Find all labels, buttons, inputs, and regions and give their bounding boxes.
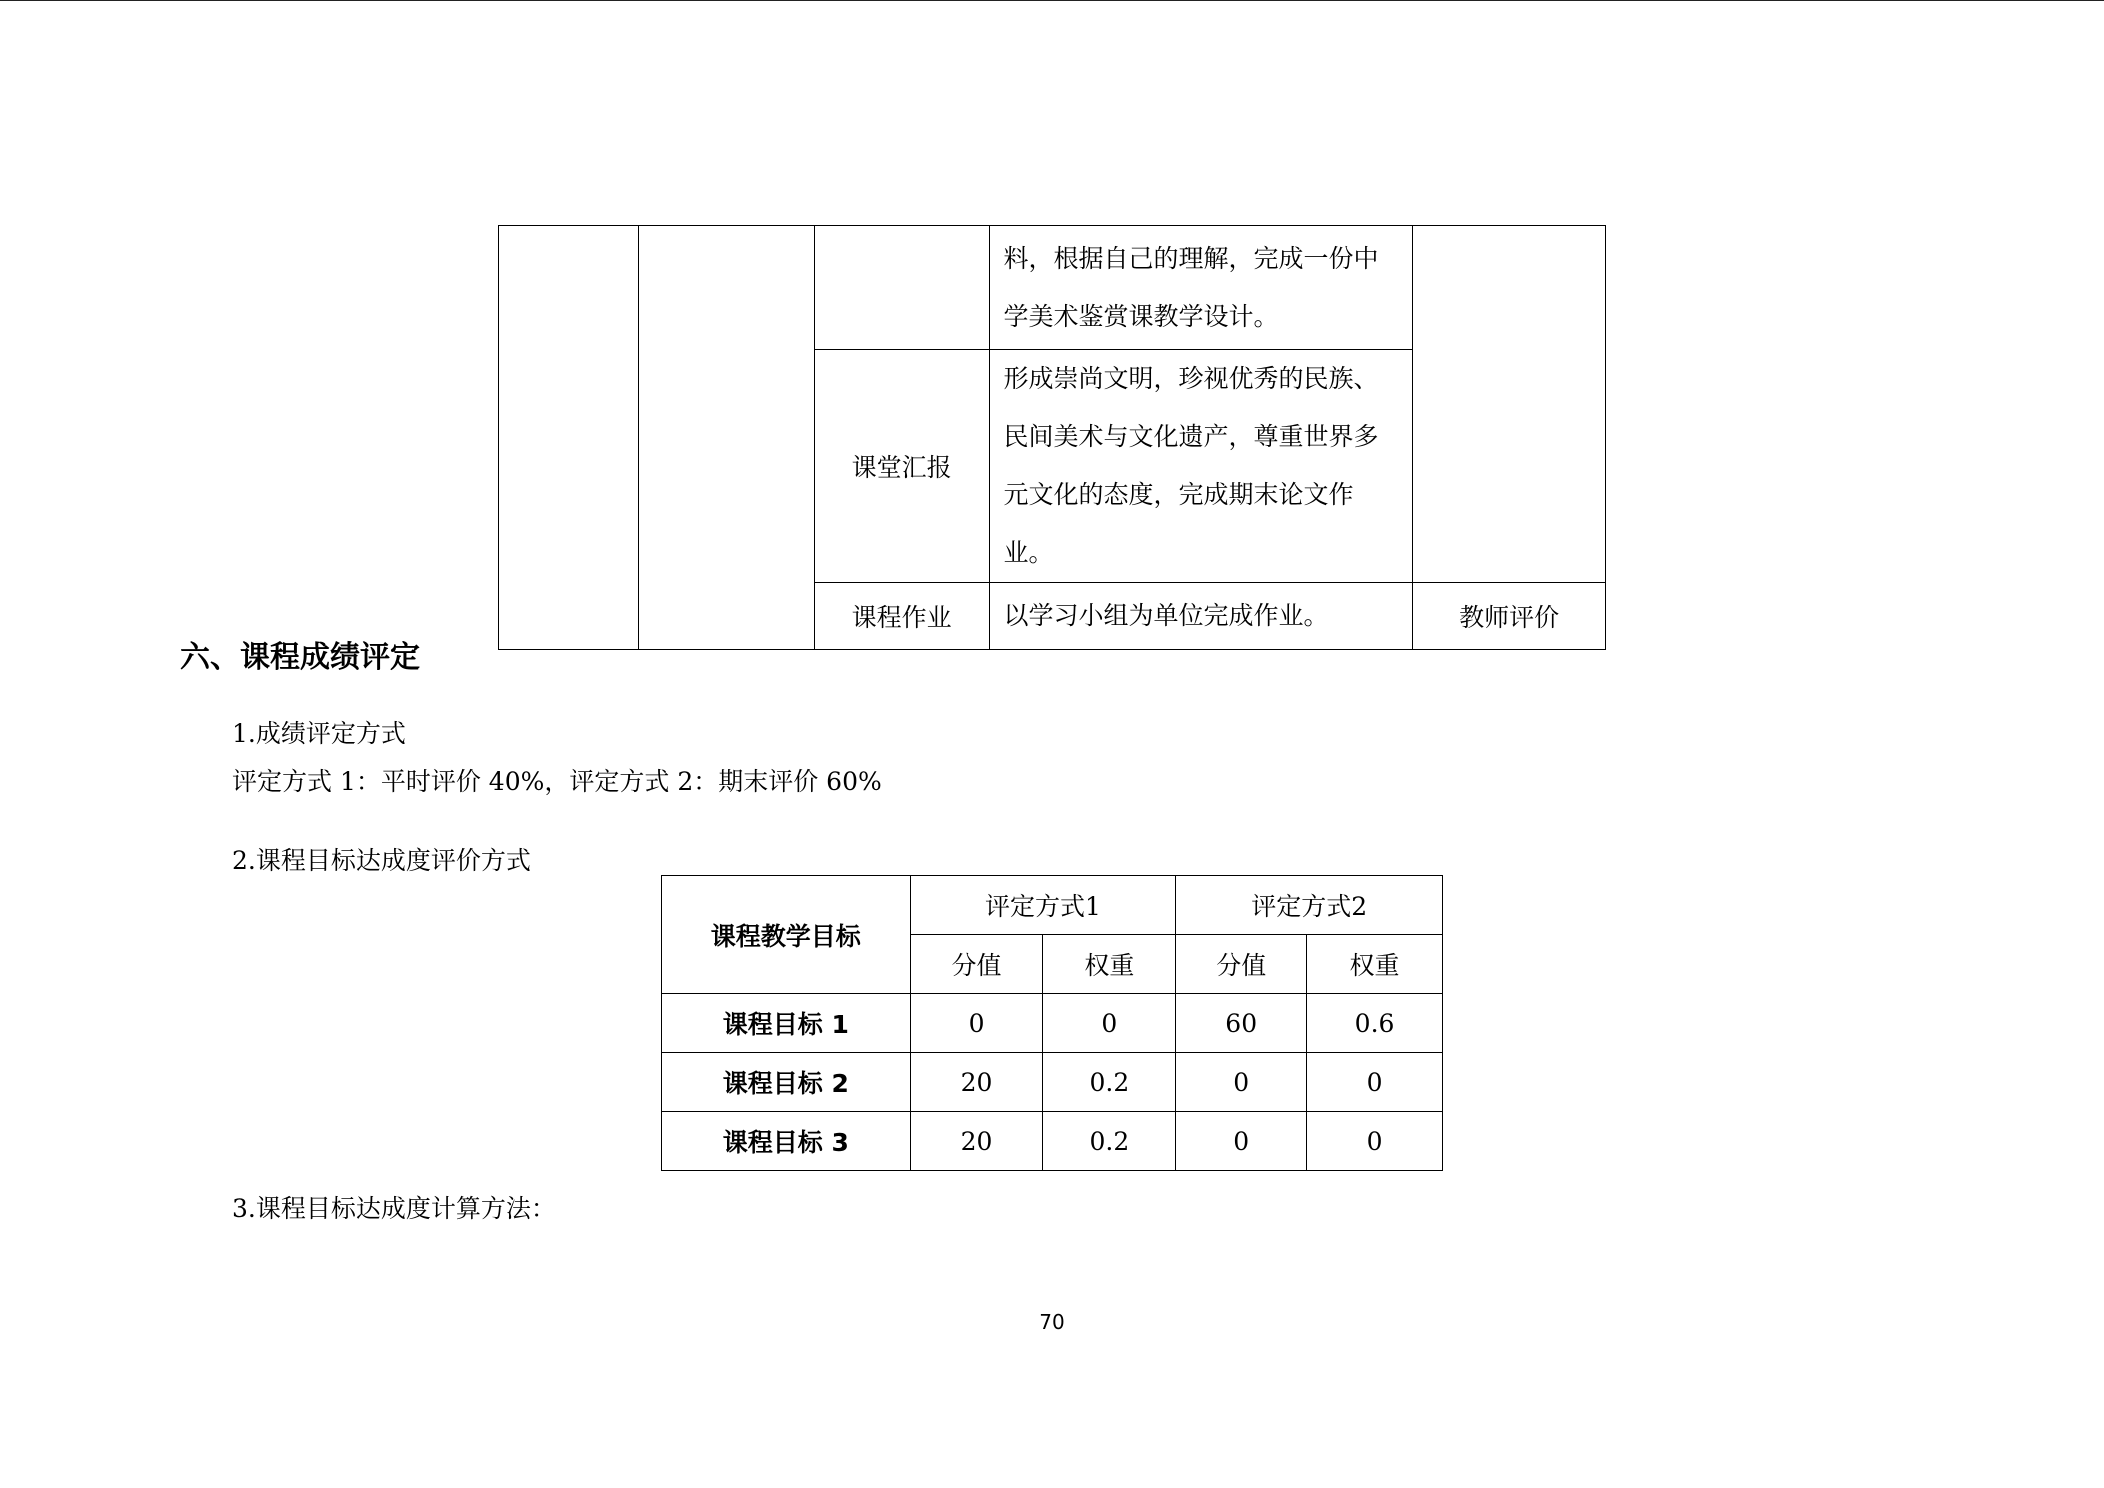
value-cell: 0 xyxy=(1043,994,1176,1053)
requirement-line: 形成崇尚文明，珍视优秀的民族、 xyxy=(1003,364,1379,393)
item3-title: 3.课程目标达成度计算方法： xyxy=(232,1194,556,1223)
value-cell: 20 xyxy=(910,1112,1043,1171)
empty-cell xyxy=(1413,226,1606,583)
table-row xyxy=(662,1112,1443,1171)
header-weight: 权重 xyxy=(1043,935,1176,994)
header-goal: 课程教学目标 xyxy=(662,876,911,994)
empty-cell xyxy=(638,226,814,650)
table-row xyxy=(662,876,1443,935)
section-heading: 六、课程成绩评定 xyxy=(180,640,420,675)
empty-cell xyxy=(814,226,989,350)
item2-title: 2.课程目标达成度评价方式 xyxy=(232,846,531,875)
table-row xyxy=(662,1053,1443,1112)
value-cell: 20 xyxy=(910,1053,1043,1112)
value-cell: 0.6 xyxy=(1307,994,1443,1053)
header-score: 分值 xyxy=(910,935,1043,994)
requirement-line: 民间美术与文化遗产，尊重世界多 xyxy=(1003,422,1379,451)
table-row xyxy=(499,226,1606,350)
goal-cell: 课程目标 3 xyxy=(662,1112,911,1171)
value-cell: 0 xyxy=(910,994,1043,1053)
goal-cell: 课程目标 2 xyxy=(662,1053,911,1112)
empty-cell xyxy=(499,226,639,650)
goal-cell: 课程目标 1 xyxy=(662,994,911,1053)
value-cell: 0.2 xyxy=(1043,1053,1176,1112)
header-method1: 评定方式1 xyxy=(910,876,1176,935)
goal-evaluation-table xyxy=(661,875,1443,1171)
item1-text: 评定方式 1：平时评价 40%，评定方式 2：期末评价 60% xyxy=(232,767,882,796)
page-top-border xyxy=(0,0,2104,1)
requirement-line: 元文化的态度，完成期末论文作业。 xyxy=(1003,480,1354,567)
requirement-cell xyxy=(989,226,1413,350)
method-cell: 课程作业 xyxy=(814,583,989,650)
value-cell: 0 xyxy=(1307,1053,1443,1112)
page-number: 70 xyxy=(1039,1310,1065,1334)
table-row xyxy=(662,994,1443,1053)
value-cell: 60 xyxy=(1176,994,1307,1053)
evaluation-cell: 教师评价 xyxy=(1413,583,1606,650)
value-cell: 0 xyxy=(1307,1112,1443,1171)
header-method2: 评定方式2 xyxy=(1176,876,1443,935)
value-cell: 0 xyxy=(1176,1053,1307,1112)
value-cell: 0.2 xyxy=(1043,1112,1176,1171)
requirement-line: 料，根据自己的理解，完成一份中 xyxy=(1003,243,1379,273)
header-score: 分值 xyxy=(1176,935,1307,994)
header-weight: 权重 xyxy=(1307,935,1443,994)
assessment-table-continued xyxy=(498,225,1606,650)
item1-title: 1.成绩评定方式 xyxy=(232,719,406,748)
requirement-cell xyxy=(989,350,1413,583)
requirement-line: 学美术鉴赏课教学设计。 xyxy=(1003,301,1279,331)
value-cell: 0 xyxy=(1176,1112,1307,1171)
requirement-cell: 以学习小组为单位完成作业。 xyxy=(989,583,1413,650)
method-cell: 课堂汇报 xyxy=(814,350,989,583)
